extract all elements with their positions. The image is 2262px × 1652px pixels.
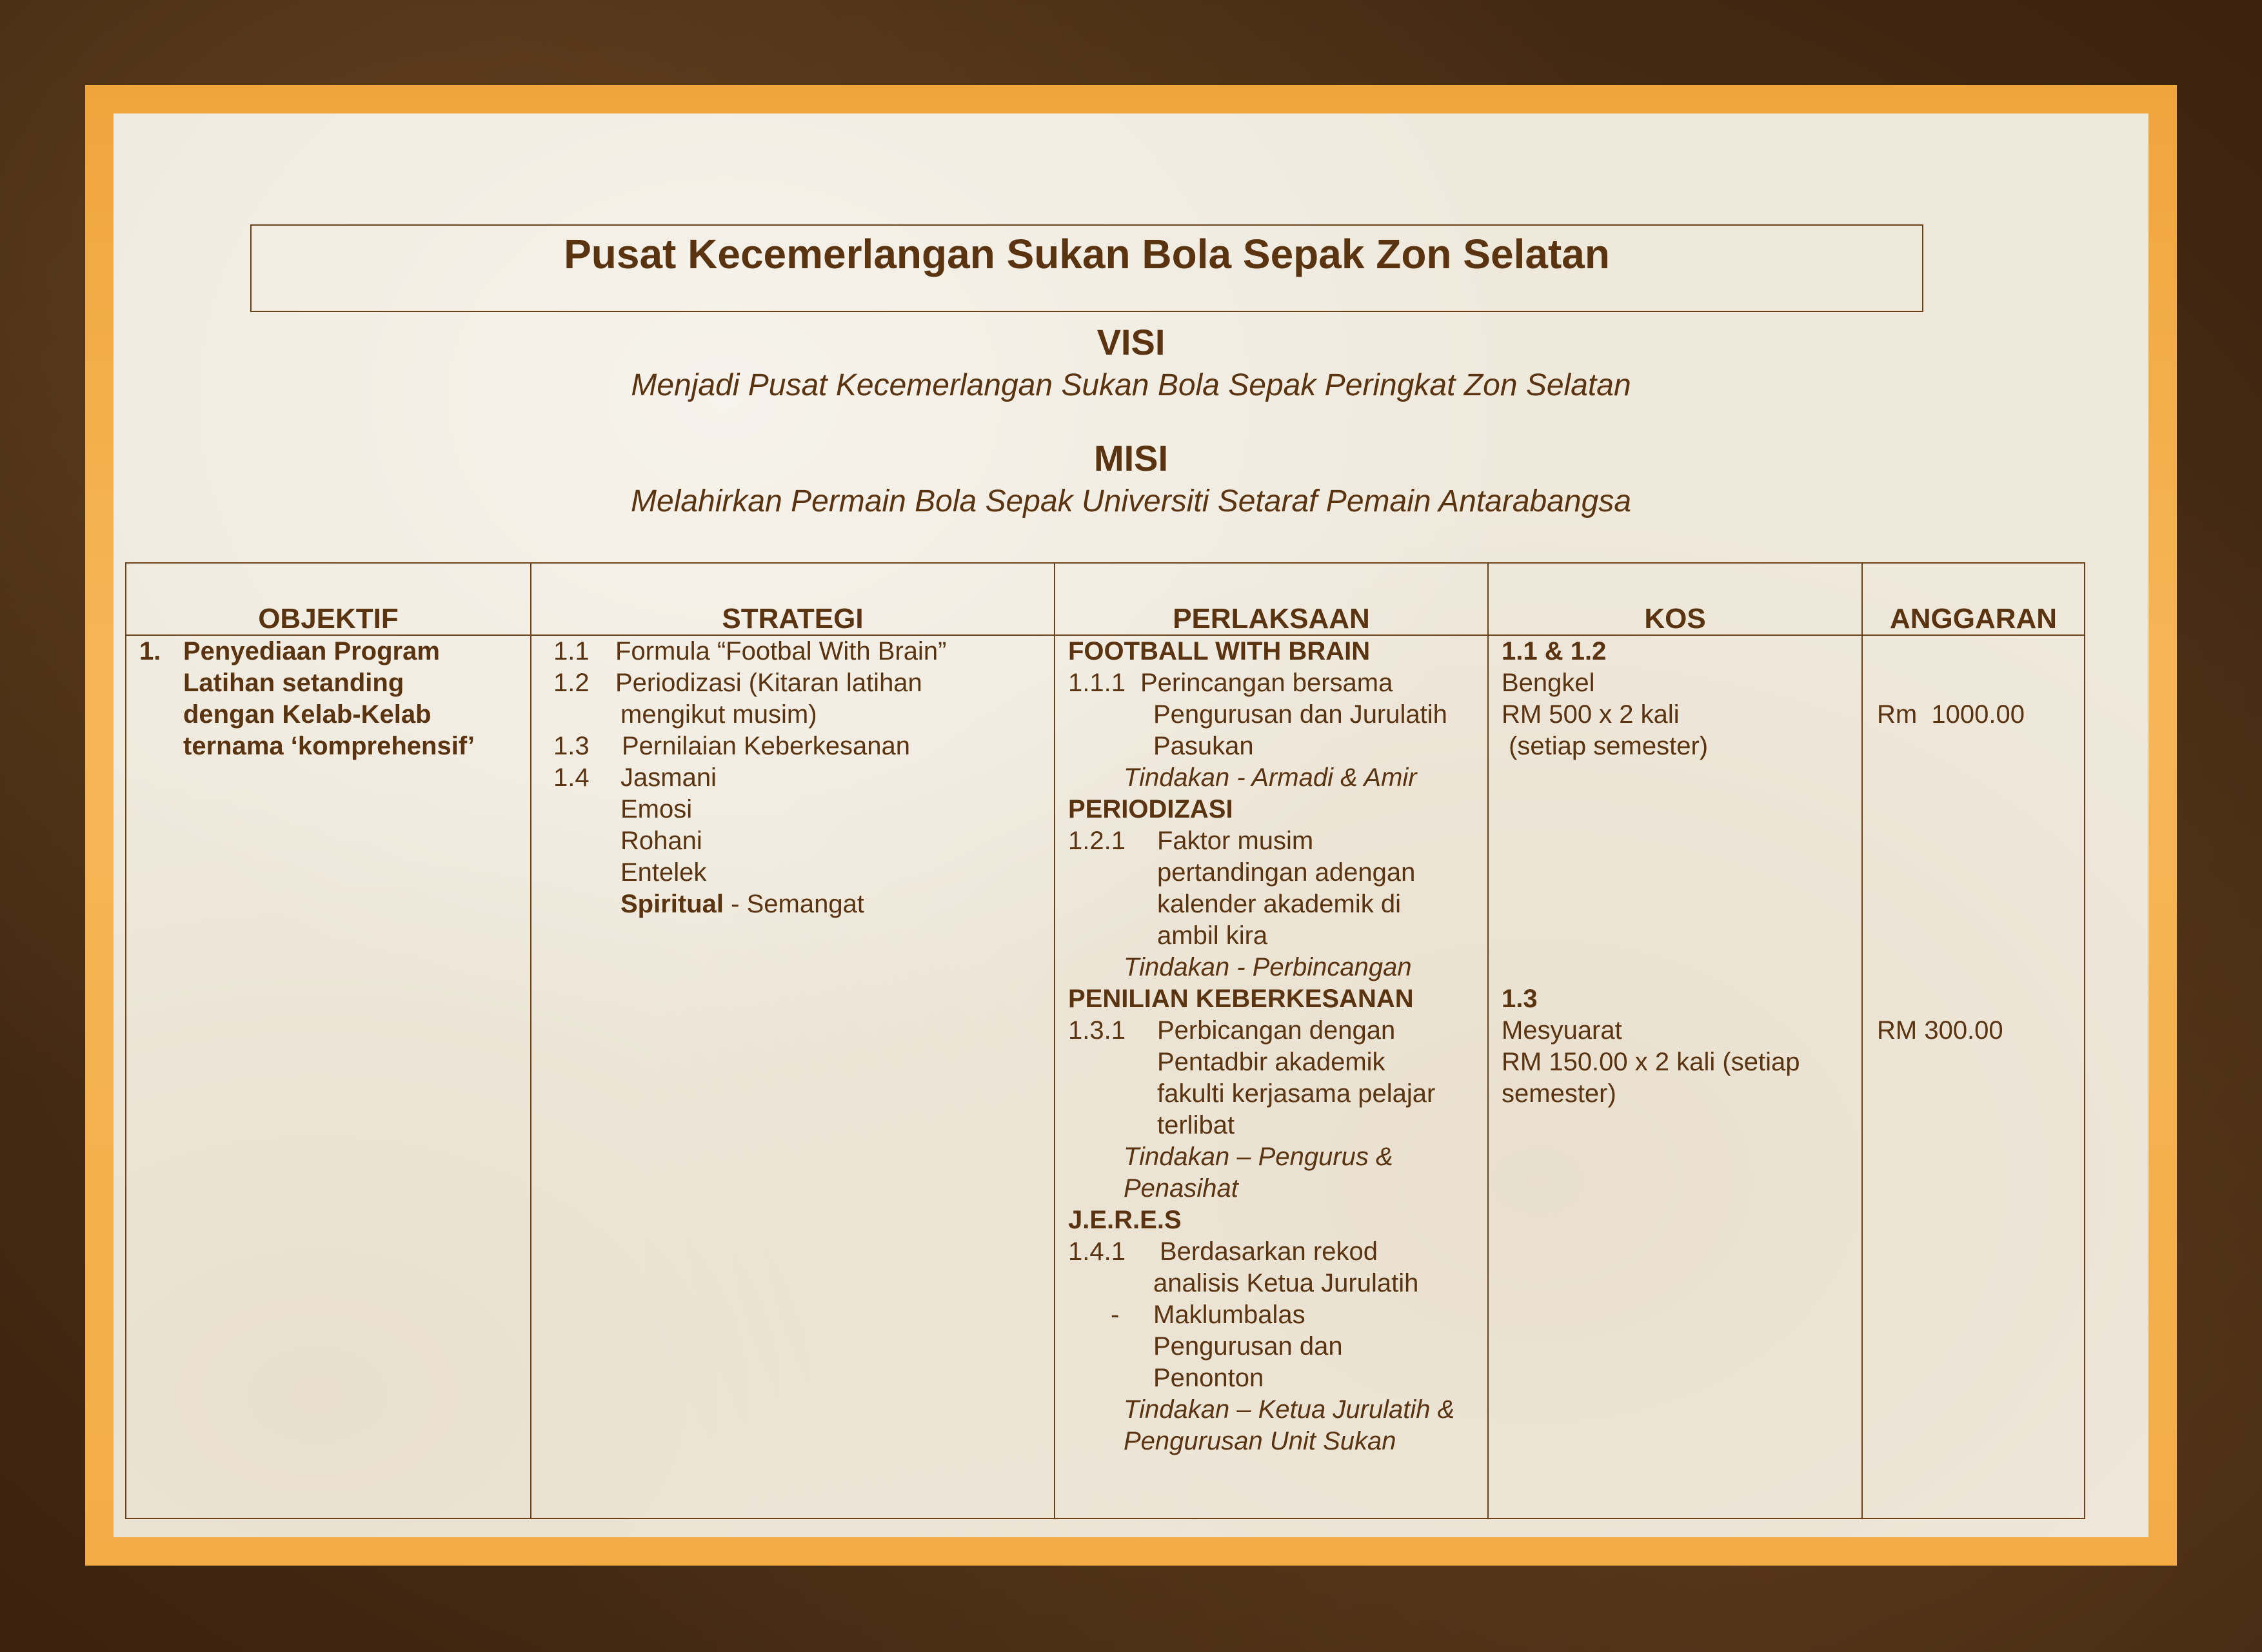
perlaksaan-heading: FOOTBALL WITH BRAIN (1068, 637, 1371, 665)
spiritual-text: - Semangat (724, 890, 864, 918)
table-row (126, 635, 2085, 1519)
perlaksaan-tindakan: Tindakan - Perbincangan (1124, 953, 1412, 981)
strategi-item: Jasmani (620, 763, 717, 792)
visi-text: Menjadi Pusat Kecemerlangan Sukan Bola Sepak Peringkat Zon Selatan (631, 368, 1631, 402)
strategi-text: Periodizasi (Kitaran latihan (615, 669, 922, 697)
strategi-number: 1.1 (553, 637, 590, 665)
perlaksaan-text: analisis Ketua Jurulatih (1153, 1269, 1419, 1297)
strategi-number: 1.2 (553, 669, 590, 697)
strategi-item-spiritual (620, 889, 864, 920)
objektif-line: Latihan setanding (183, 669, 404, 697)
kos-heading: 1.3 (1502, 985, 1538, 1013)
strategi-text: mengikut musim) (620, 700, 817, 729)
perlaksaan-text: pertandingan adengan (1157, 858, 1416, 887)
strategi-number: 1.3 (553, 732, 590, 760)
misi-text: Melahirkan Permain Bola Sepak Universiti Setaraf Pemain Antarabangsa (630, 484, 1632, 518)
kos-text: Mesyuarat (1502, 1016, 1622, 1045)
perlaksaan-tindakan: Tindakan – Pengurus & (1124, 1143, 1393, 1171)
perlaksaan-number: 1.1.1 (1068, 669, 1126, 697)
cell-anggaran (1862, 635, 2085, 1519)
cell-perlaksaan (1055, 635, 1488, 1519)
perlaksaan-text: fakulti kerjasama pelajar (1157, 1079, 1436, 1108)
perlaksaan-text: Maklumbalas (1153, 1301, 1305, 1329)
perlaksaan-heading: J.E.R.E.S (1068, 1206, 1182, 1234)
perlaksaan-text: Faktor musim (1157, 827, 1314, 855)
perlaksaan-tindakan: Pengurusan Unit Sukan (1124, 1427, 1396, 1455)
kos-text: semester) (1502, 1079, 1616, 1108)
header-objektif: OBJEKTIF (126, 563, 531, 635)
strategi-item: Rohani (620, 827, 702, 855)
perlaksaan-tindakan: Tindakan – Ketua Jurulatih & (1124, 1395, 1455, 1424)
perlaksaan-text: terlibat (1157, 1111, 1235, 1139)
perlaksaan-text: Berdasarkan rekod (1160, 1237, 1378, 1266)
strategi-text: Formula “Footbal With Brain” (615, 637, 947, 665)
perlaksaan-text: Penonton (1153, 1364, 1264, 1392)
header-anggaran: ANGGARAN (1862, 563, 2085, 635)
perlaksaan-heading: PENILIAN KEBERKESANAN (1068, 985, 1414, 1013)
header-strategi: STRATEGI (531, 563, 1055, 635)
strategi-item: Emosi (620, 795, 693, 823)
perlaksaan-text: Pengurusan dan Jurulatih (1153, 700, 1447, 729)
misi-heading: MISI (1093, 438, 1169, 478)
kos-heading: 1.1 & 1.2 (1502, 637, 1607, 665)
visi-heading: VISI (1096, 322, 1166, 362)
strategi-item: Entelek (620, 858, 707, 887)
cell-objektif (126, 635, 531, 1519)
page-title: Pusat Kecemerlangan Sukan Bola Sepak Zon Selatan (564, 231, 1610, 277)
perlaksaan-number: 1.4.1 (1068, 1237, 1126, 1266)
spiritual-label: Spiritual (620, 890, 724, 918)
header-kos: KOS (1488, 563, 1862, 635)
cell-kos (1488, 635, 1862, 1519)
title-box (250, 224, 1923, 312)
kos-text: RM 150.00 x 2 kali (setiap (1502, 1048, 1800, 1076)
perlaksaan-text: Perincangan bersama (1140, 669, 1393, 697)
perlaksaan-text: kalender akademik di (1157, 890, 1401, 918)
perlaksaan-tindakan: Penasihat (1124, 1174, 1238, 1203)
perlaksaan-text: Pentadbir akademik (1157, 1048, 1385, 1076)
objektif-line: ternama ‘komprehensif’ (183, 732, 475, 760)
objektif-number: 1. (139, 637, 161, 665)
objektif-line: dengan Kelab-Kelab (183, 700, 432, 729)
kos-text: Bengkel (1502, 669, 1595, 697)
perlaksaan-text: Pasukan (1153, 732, 1254, 760)
perlaksaan-dash: - (1111, 1301, 1120, 1329)
anggaran-value: RM 300.00 (1877, 1016, 2003, 1045)
strategi-number: 1.4 (553, 763, 590, 792)
perlaksaan-text: Perbicangan dengan (1157, 1016, 1396, 1045)
perlaksaan-heading: PERIODIZASI (1068, 795, 1233, 823)
plan-table (125, 562, 2085, 1519)
kos-text: (setiap semester) (1502, 732, 1709, 760)
paper-background (114, 113, 2148, 1537)
perlaksaan-number: 1.2.1 (1068, 827, 1126, 855)
header-perlaksaan: PERLAKSAAN (1055, 563, 1488, 635)
perlaksaan-text: ambil kira (1157, 921, 1268, 950)
anggaran-value: Rm 1000.00 (1877, 700, 2025, 729)
perlaksaan-text: Pengurusan dan (1153, 1332, 1343, 1361)
cell-strategi (531, 635, 1055, 1519)
objektif-line: Penyediaan Program (183, 637, 440, 665)
kos-text: RM 500 x 2 kali (1502, 700, 1680, 729)
perlaksaan-number: 1.3.1 (1068, 1016, 1126, 1045)
perlaksaan-tindakan: Tindakan - Armadi & Amir (1124, 763, 1417, 792)
page-frame (85, 85, 2177, 1566)
table-header-row (126, 563, 2085, 635)
strategi-text: Pernilaian Keberkesanan (622, 732, 910, 760)
